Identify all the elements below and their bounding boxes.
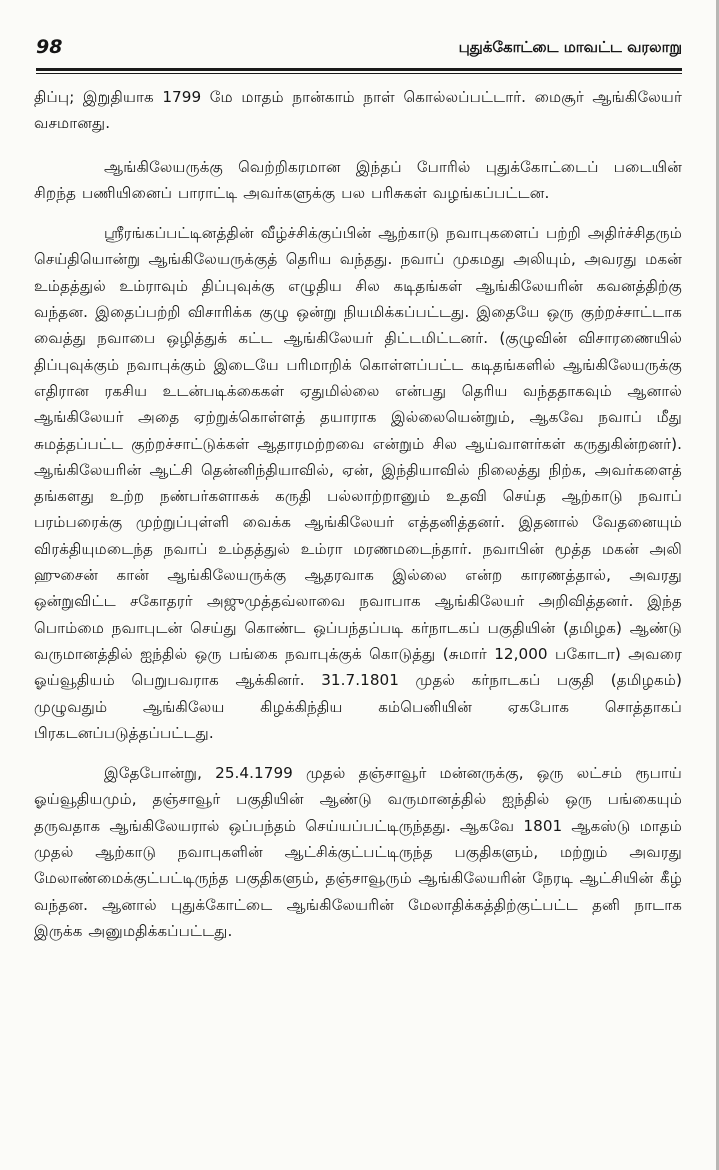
header-rule-thick bbox=[36, 68, 682, 71]
header-rule-thin bbox=[36, 73, 682, 74]
page-header bbox=[36, 34, 682, 66]
paragraph-1: திப்பு; இறுதியாக 1799 மே மாதம் நான்காம் நாள் கொல்லப்பட்டார். மைசூர் ஆங்கிலேயர் வசமானது. bbox=[34, 88, 682, 133]
paragraph-2: ஆங்கிலேயருக்கு வெற்றிகரமான இந்தப் போரில் புதுக்கோட்டைப் படையின் சிறந்த பணியினைப் பாராட்டி அவர்களுக்கு பல பரிசுகள் வழங்கப்பட்டன. bbox=[34, 157, 682, 202]
running-title: புதுக்கோட்டை மாவட்ட வரலாறு bbox=[458, 38, 682, 56]
paragraph-3: ஸ்ரீரங்கப்பட்டினத்தின் வீழ்ச்சிக்குப்பின் ஆற்காடு நவாபுகளைப் பற்றி அதிர்ச்சிதரும் செய்தியொன்று ஆங்கிலேயருக்குத் தெரிய வந்தது. நவாப் முகமது அலியும், அவரது மகன் உம்தத்துல் உம்ராவும் திப்புவுக்கு எழுதிய சில கடிதங்கள் ஆங்கிலேயரின் கவனத்திற்கு வந்தன. இதைப்பற்றி விசாரிக்க குழு ஒன்று நியமிக்கப்பட்டது. இதையே ஒரு குற்றச்சாட்டாக வைத்து நவாபை ஒழித்துக் கட்ட ஆங்கிலேயர் திட்டமிட்டனர். (குழுவின் விசாரணையில் திப்புவுக்கும் நவாபுக்கும் இடையே பரிமாறிக் கொள்ளப்பட்ட கடிதங்களில் ஆங்கிலேயருக்கு எதிரான ரகசிய உடன்படிக்கைகள் ஏதுமில்லை என்பது தெரிய வந்ததாகவும் ஆனால் ஆங்கிலேயர் அதை ஏற்றுக்கொள்ளத் தயாராக இல்லையென்றும், ஆகவே நவாப் மீது சுமத்தப்பட்ட குற்றச்சாட்டுக்கள் ஆதாரமற்றவை என்றும் சில ஆய்வாளர்கள் கருதுகின்றனர்). ஆங்கிலேயரின் ஆட்சி தென்னிந்தியாவில், ஏன், இந்தியாவில் நிலைத்து நிற்க, அவர்களைத் தங்களது உற்ற நண்பர்களாகக் கருதி பல்லாற்றானும் உதவி செய்த ஆற்காடு நவாப் பரம்பரைக்கு முற்றுப்புள்ளி வைக்க ஆங்கிலேயர் எத்தனித்தனர். இதனால் வேதனையும் விரக்தியுமடைந்த நவாப் உம்தத்துல் உம்ரா மரணமடைந்தார். நவாபின் மூத்த மகன் அலி ஹுசைன் கான் ஆங்கிலேயருக்கு ஆதரவாக இல்லை என்ற காரணத்தால், அவரது ஒன்றுவிட்ட சகோதரர் அஜுமுத்தவ்லாவை நவாபாக ஆங்கிலேயர் அறிவித்தனர். இந்த பொம்மை நவாபுடன் செய்து கொண்ட ஒப்பந்தப்படி கர்நாடகப் பகுதியின் (தமிழக) ஆண்டு வருமானத்தில் ஐந்தில் ஒரு பங்கை நவாபுக்குக் கொடுத்து (சுமார் 12,000 பகோடா) அவரை ஓய்வூதியம் பெறுபவராக ஆக்கினர். 31.7.1801 முதல் கர்நாடகப் பகுதி (தமிழகம்) முழுவதும் ஆங்கிலேய கிழக்கிந்திய கம்பெனியின் ஏகபோக சொத்தாகப் பிரகடனப்படுத்தப்பட்டது. bbox=[34, 224, 682, 742]
paragraph-4: இதேபோன்று, 25.4.1799 முதல் தஞ்சாவூர் மன்னருக்கு, ஒரு லட்சம் ரூபாய் ஓய்வூதியமும், தஞ்சாவூர் பகுதியின் ஆண்டு வருமானத்தில் ஐந்தில் ஒரு பங்கையும் தருவதாக ஆங்கிலேயரால் ஒப்பந்தம் செய்யப்பட்டிருந்தது. ஆகவே 1801 ஆகஸ்டு மாதம் முதல் ஆற்காடு நவாபுகளின் ஆட்சிக்குட்பட்டிருந்த பகுதிகளும், மற்றும் அவரது மேலாண்மைக்குட்பட்டிருந்த பகுதிகளும், தஞ்சாவூரும் ஆங்கிலேயரின் நேரடி ஆட்சியின் கீழ் வந்தன. ஆனால் புதுக்கோட்டை ஆங்கிலேயரின் மேலாதிக்கத்திற்குட்பட்ட தனி நாடாக இருக்க அனுமதிக்கப்பட்டது. bbox=[34, 764, 682, 940]
page-number: 98 bbox=[36, 36, 63, 58]
page-body bbox=[34, 84, 682, 958]
